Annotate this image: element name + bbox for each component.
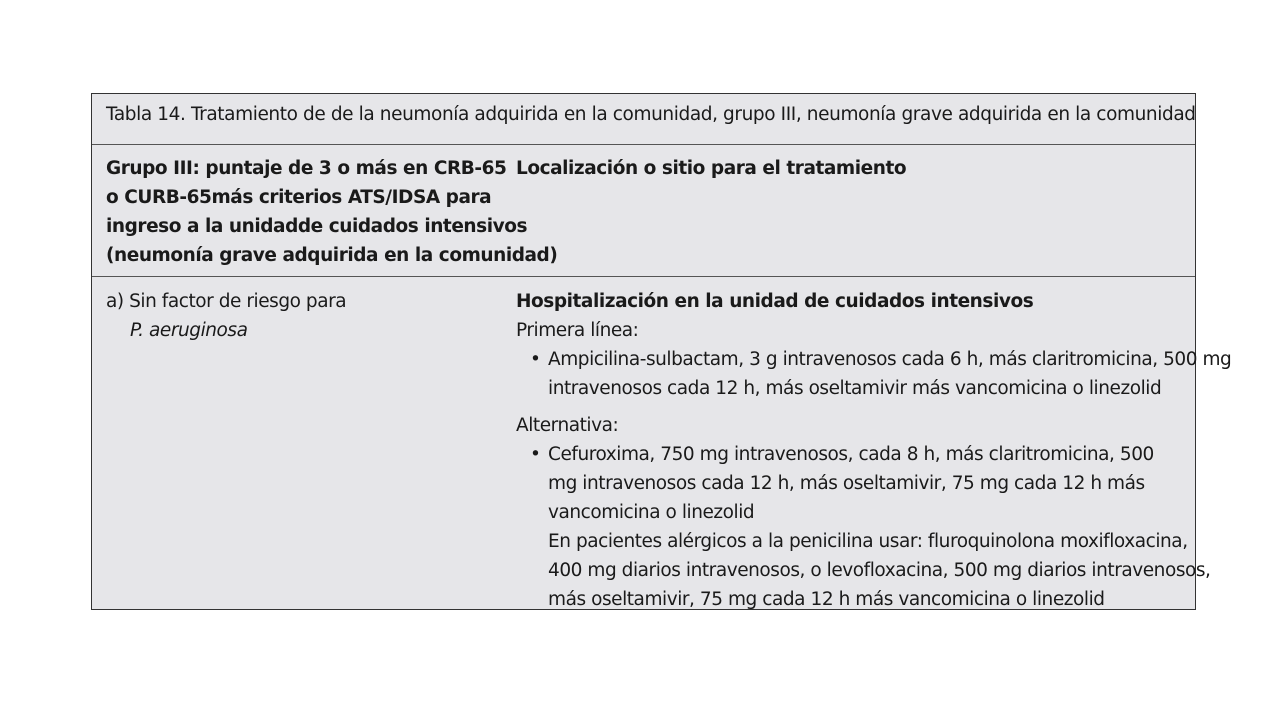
first-line-bullet-item — [516, 345, 1232, 403]
alternative-text: mg intravenosos cada 12 h, más oseltamivir, 75 mg cada 12 h más — [548, 473, 1145, 494]
alternative-text: más oseltamivir, 75 mg cada 12 h más vancomicina o linezolid — [548, 589, 1105, 610]
header-left-line: o CURB-65más criterios ATS/IDSA para — [106, 187, 492, 208]
alternative-text: En pacientes alérgicos a la penicilina usar: fluroquinolona moxifloxacina, — [548, 531, 1188, 552]
header-treatment-location — [516, 154, 1196, 183]
alternative-text: 400 mg diarios intravenosos, o levofloxacina, 500 mg diarios intravenosos, — [548, 560, 1211, 581]
table-title-row — [92, 94, 1195, 145]
alternative-bullet-item — [516, 440, 1211, 614]
header-left-line: (neumonía grave adquirida en la comunidad) — [106, 245, 558, 266]
treatment-table — [91, 93, 1232, 610]
alternative-label: Alternativa: — [516, 415, 619, 436]
first-line-text: intravenosos cada 12 h, más oseltamivir más vancomicina o linezolid — [548, 378, 1162, 399]
first-line-text: Ampicilina-sulbactam, 3 g intravenosos cada 6 h, más claritromicina, 500 mg — [548, 349, 1232, 370]
header-left-line: ingreso a la unidadde cuidados intensivos — [106, 216, 528, 237]
table-row — [92, 277, 1232, 610]
table-title: Tabla 14. Tratamiento de de la neumonía adquirida en la comunidad, grupo III, neumonía grave adquirida en la comunidad — [106, 104, 1196, 125]
row-condition-cell — [106, 287, 506, 345]
table-header-row — [92, 144, 1195, 277]
header-right-text: Localización o sitio para el tratamiento — [516, 158, 907, 179]
first-line-label: Primera línea: — [516, 320, 639, 341]
alternative-text: vancomicina o linezolid — [548, 502, 755, 523]
bullet-icon: • — [530, 444, 541, 465]
header-left-line: Grupo III: puntaje de 3 o más en CRB-65 — [106, 158, 507, 179]
condition-pathogen: P. aeruginosa — [130, 320, 248, 341]
condition-line: a) Sin factor de riesgo para — [106, 291, 347, 312]
row-treatment-cell — [516, 287, 1232, 614]
bullet-icon: • — [530, 349, 541, 370]
header-group-criteria — [106, 154, 558, 270]
alternative-text: Cefuroxima, 750 mg intravenosos, cada 8 h, más claritromicina, 500 — [548, 444, 1154, 465]
treatment-setting: Hospitalización en la unidad de cuidados intensivos — [516, 291, 1034, 312]
